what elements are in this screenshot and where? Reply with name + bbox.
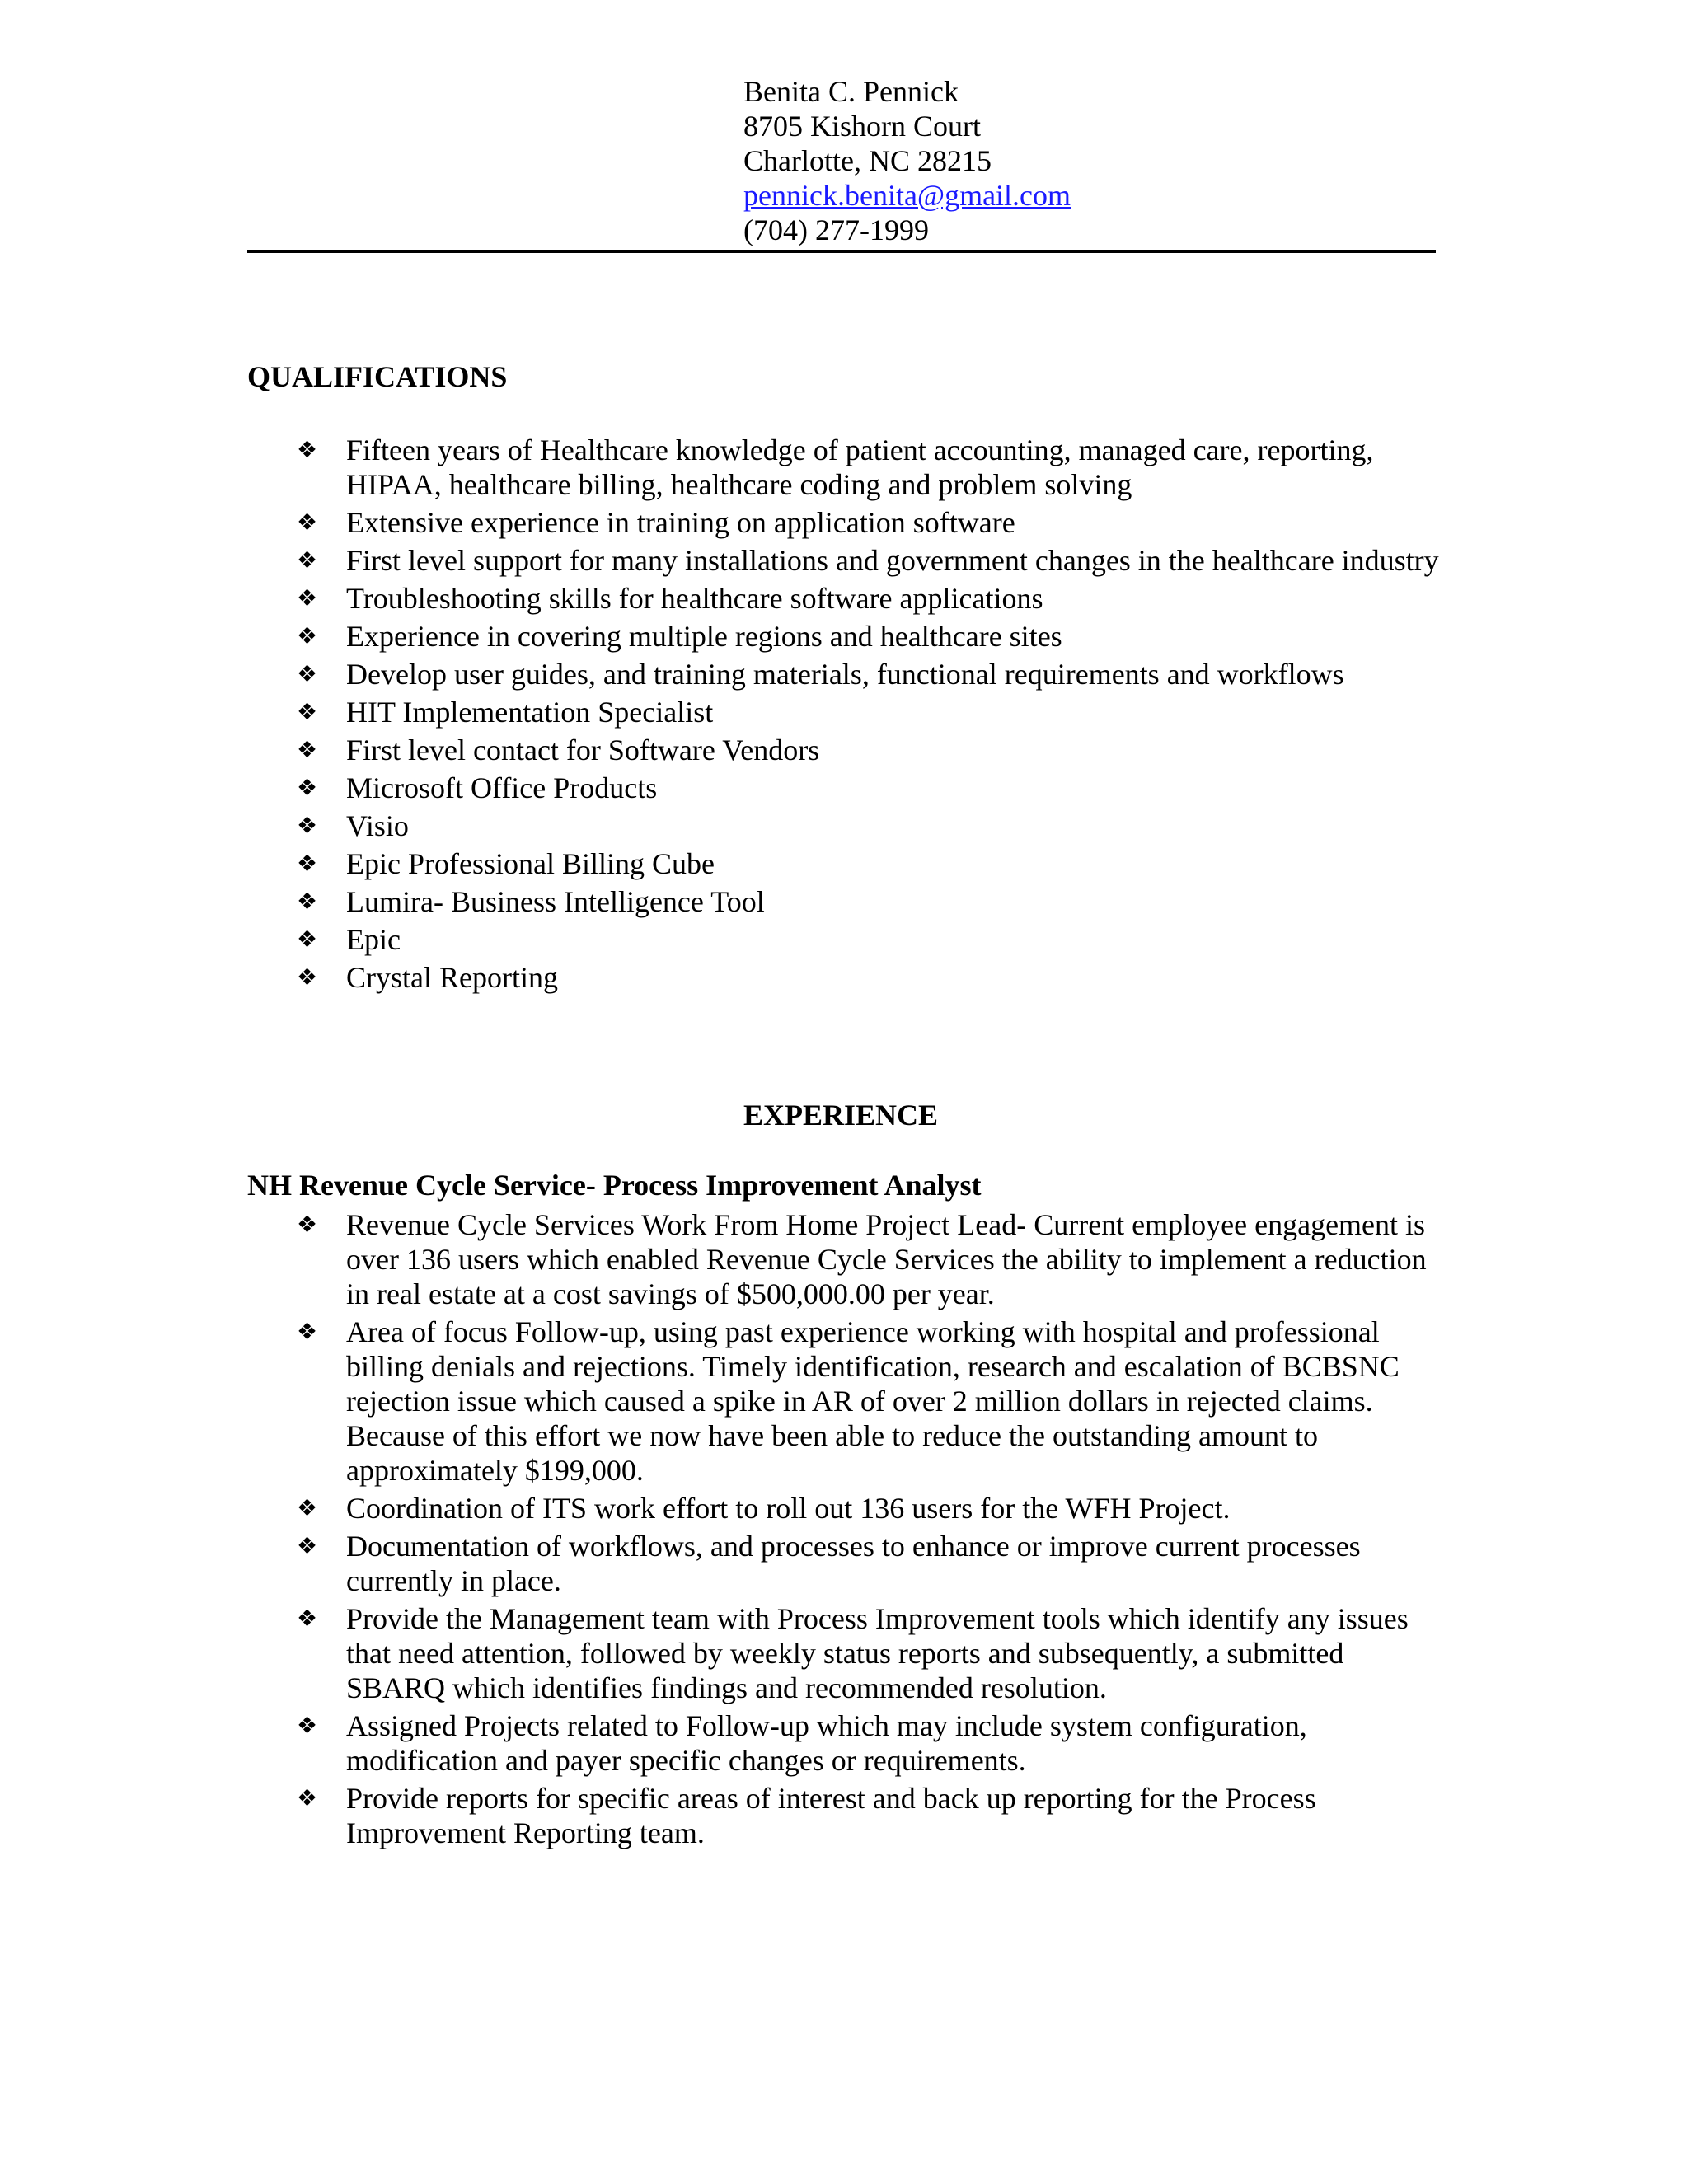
diamond-bullet-icon: ❖ [297, 584, 318, 612]
qualifications-list [297, 433, 1442, 998]
diamond-bullet-icon: ❖ [297, 774, 318, 801]
list-item [297, 960, 1442, 995]
list-item [297, 884, 1442, 919]
diamond-bullet-icon: ❖ [297, 812, 318, 839]
list-item [297, 1781, 1442, 1850]
candidate-name: Benita C. Pennick [743, 75, 959, 108]
email-link[interactable]: pennick.benita@gmail.com [743, 179, 1071, 212]
list-item [297, 846, 1442, 881]
list-item-text: Provide the Management team with Process Improvement tools which identify any issues that need attention, followed by weekly status reports and subsequently, a submitted SBARQ which identifies findings and recommended resolution. [346, 1602, 1409, 1704]
diamond-bullet-icon: ❖ [297, 1532, 318, 1559]
list-item-text: Fifteen years of Healthcare knowledge of patient accounting, managed care, reporting, HIPAA, healthcare billing, healthcare coding and problem solving [346, 434, 1374, 501]
list-item [297, 1708, 1442, 1778]
list-item-text: Revenue Cycle Services Work From Home Project Lead- Current employee engagement is over 136 users which enabled Revenue Cycle Services the ability to implement a reduction in real estate at a cost savings of $500,000.00 per year. [346, 1208, 1427, 1310]
list-item-text: First level contact for Software Vendors [346, 733, 820, 766]
list-item [297, 771, 1442, 805]
list-item-text: Troubleshooting skills for healthcare software applications [346, 582, 1043, 615]
list-item-text: Develop user guides, and training materials, functional requirements and workflows [346, 658, 1344, 691]
diamond-bullet-icon: ❖ [297, 1318, 318, 1345]
diamond-bullet-icon: ❖ [297, 436, 318, 463]
list-item-text: Crystal Reporting [346, 961, 558, 994]
list-item [297, 433, 1442, 502]
diamond-bullet-icon: ❖ [297, 546, 318, 574]
list-item-text: Microsoft Office Products [346, 771, 658, 804]
diamond-bullet-icon: ❖ [297, 698, 318, 725]
list-item [297, 1315, 1442, 1488]
diamond-bullet-icon: ❖ [297, 1494, 318, 1521]
diamond-bullet-icon: ❖ [297, 1211, 318, 1238]
list-item-text: Epic Professional Billing Cube [346, 847, 715, 880]
qualifications-heading: QUALIFICATIONS [247, 360, 508, 393]
diamond-bullet-icon: ❖ [297, 660, 318, 687]
list-item [297, 1491, 1442, 1526]
list-item [297, 657, 1442, 691]
list-item [297, 1529, 1442, 1598]
diamond-bullet-icon: ❖ [297, 509, 318, 536]
experience-list [297, 1207, 1442, 1854]
list-item [297, 619, 1442, 654]
list-item-text: Assigned Projects related to Follow-up which may include system configuration, modification and payer specific changes or requirements. [346, 1709, 1307, 1777]
list-item-text: Visio [346, 809, 409, 842]
list-item-text: First level support for many installations and government changes in the healthcare industry [346, 544, 1439, 577]
list-item [297, 695, 1442, 729]
diamond-bullet-icon: ❖ [297, 1712, 318, 1739]
list-item-text: Epic [346, 923, 401, 956]
diamond-bullet-icon: ❖ [297, 1784, 318, 1811]
phone-number: (704) 277-1999 [743, 213, 929, 246]
list-item-text: Coordination of ITS work effort to roll out 136 users for the WFH Project. [346, 1492, 1231, 1525]
street-address: 8705 Kishorn Court [743, 110, 981, 143]
diamond-bullet-icon: ❖ [297, 963, 318, 991]
list-item [297, 922, 1442, 957]
list-item-text: Experience in covering multiple regions and healthcare sites [346, 620, 1062, 653]
list-item-text: HIT Implementation Specialist [346, 696, 714, 729]
list-item [297, 581, 1442, 616]
list-item-text: Extensive experience in training on application software [346, 506, 1015, 539]
contact-header [743, 74, 1485, 247]
diamond-bullet-icon: ❖ [297, 888, 318, 915]
list-item [297, 1207, 1442, 1311]
job-title: NH Revenue Cycle Service- Process Improvement Analyst [247, 1169, 982, 1202]
experience-heading: EXPERIENCE [743, 1099, 939, 1132]
list-item [297, 808, 1442, 843]
diamond-bullet-icon: ❖ [297, 1605, 318, 1632]
list-item-text: Provide reports for specific areas of interest and back up reporting for the Process Improvement Reporting team. [346, 1782, 1316, 1849]
list-item-text: Lumira- Business Intelligence Tool [346, 885, 765, 918]
diamond-bullet-icon: ❖ [297, 926, 318, 953]
list-item [297, 1601, 1442, 1705]
list-item [297, 505, 1442, 540]
diamond-bullet-icon: ❖ [297, 850, 318, 877]
city-state-zip: Charlotte, NC 28215 [743, 144, 992, 177]
header-divider [247, 250, 1436, 253]
diamond-bullet-icon: ❖ [297, 622, 318, 649]
list-item [297, 733, 1442, 767]
list-item [297, 543, 1442, 578]
list-item-text: Documentation of workflows, and processes to enhance or improve current processes currently in place. [346, 1530, 1361, 1597]
diamond-bullet-icon: ❖ [297, 736, 318, 763]
list-item-text: Area of focus Follow-up, using past experience working with hospital and professional billing denials and rejections. Timely identification, research and escalation of BCBSNC rejection issue which caused a spike in AR of over 2 million dollars in rejected claims. Because of this effort we now have been able to reduce the outstanding amount to approximately $199,000. [346, 1315, 1400, 1487]
